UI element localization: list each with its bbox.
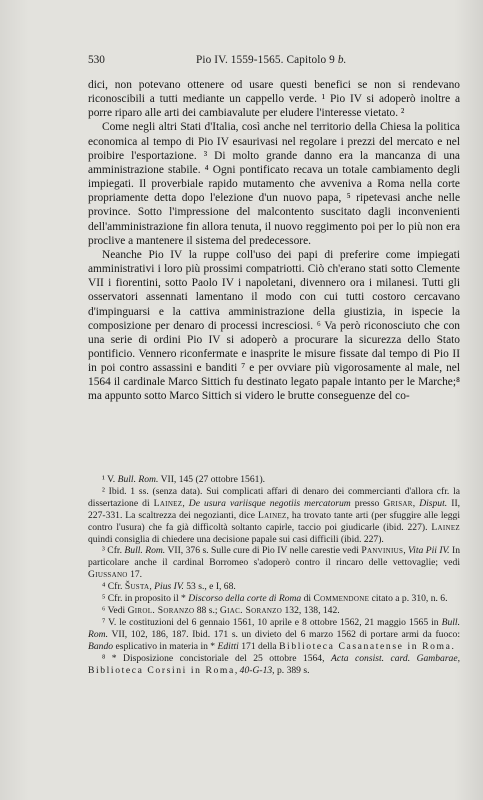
running-title-text: Pio IV. 1559-1565. Capitolo 9 xyxy=(196,54,338,66)
footnote-3: ³ Cfr. Bull. Rom. VII, 376 s. Sulle cure di Pio IV nelle carestie vedi Panvinius, Vita Pii IV. In particolare anche il cardinal Borromeo s'adoperò contro il rincaro delle vettovaglie; vedi Giussano 17. xyxy=(88,545,460,581)
paragraph-1: dici, non potevano ottenere od usare questi benefici se non si rendevano riconoscibili a tutti mediante un cappello verde. ¹ Pio IV si adoperò inoltre a porre riparo alle arti dei cambiavalute per eludere l'interesse vietato. ² xyxy=(88,79,460,120)
footnote-5: ⁵ Cfr. in proposito il * Discorso della corte di Roma di Commendone citato a p. 310, n. 6. xyxy=(102,593,448,605)
footnote-4: ⁴ Cfr. Šusta, Pius IV. 53 s., e I, 68. xyxy=(102,581,236,593)
footnote-1: ¹ V. Bull. Rom. VII, 145 (27 ottobre 1561). xyxy=(102,474,266,485)
running-title-italic: b. xyxy=(337,54,347,66)
paragraph-2: Come negli altri Stati d'Italia, così anche nel territorio della Chiesa la politica economica al tempo di Pio IV esaurivasi nel regolare i prezzi del mercato e nel proibire l'esportazione. ³ Di molto grande danno era la mancanza di una amministrazione stabile. ⁴ Ogni pontificato recava un totale cambiamento degli impiegati. Il proverbiale rapido mutamento che avveniva a Roma nella corte propriamente detta dopo l'elezione d'un nuovo papa, ⁵ ripetevasi anche nelle province. Sotto l'impressione del malcontento suscitato dagli inconvenienti dell'amministrazione fin allora tenuta, il nuovo reggimento poi per lo più non era proclive a mantenere il sistema del predecessore. xyxy=(88,121,460,247)
footnote-6: ⁶ Vedi Girol. Soranzo 88 s.; Giac. Soranzo 132, 138, 142. xyxy=(102,604,340,616)
footnote-2: ² Ibid. 1 ss. (senza data). Sui complicati affari di denaro dei commercianti d'allora cfr. la dissertazione di Lainez, De usura variisque negotiis mercatorum presso Grisar, Disput. II, 227-331. La scaltrezza dei negozianti, dice Lainez, ha trovato tante arti (per sfuggire alle leggi contro l'usura) che fa già difficoltà soltanto capirle, taccio poi giudicarle (ibid. 227). Lainez quindi consiglia di chiedere una decisione papale sui casi difficili (ibid. 227). xyxy=(88,485,461,545)
footnote-8: ⁸ * Disposizione concistoriale del 25 ottobre 1564, Acta consist. card. Gambarae, Biblioteca Corsini in Roma, 40-G-13, p. 389 s. xyxy=(88,652,461,676)
running-header xyxy=(88,54,456,70)
running-title xyxy=(196,54,347,66)
paragraph-3: Neanche Pio IV la ruppe coll'uso dei papi di preferire come impiegati amministrativi i loro più prossimi compatriotti. Ciò ch'erano stati sotto Clemente VII i fiorentini, sotto Paolo IV i napoletani, divennero ora i milanesi. Tutti gli osservatori assennati lamentano il modo con cui tutti costoro cercavano d'impinguarsi e la cattiva amministrazione della giustizia, in ispecie la composizione per denaro di processi incresciosi. ⁶ Va però riconosciuto che con una serie di ordini Pio IV si adoperò a procurare la sicurezza dello Stato pontificio. Vennero riconfermate e inasprite le misure fissate dal tempo di Pio II in poi contro assassini e banditi ⁷ e per ovviare più vigorosamente al male, nel 1564 il cardinale Marco Sittich fu destinato legato papale intanto per le Marche;⁸ ma appunto sotto Marco Sittich si videro le brutte conseguenze del co- xyxy=(88,248,460,403)
footnotes xyxy=(88,474,460,676)
main-text xyxy=(88,78,460,404)
page-number: 530 xyxy=(88,54,105,66)
footnote-7: ⁷ V. le costituzioni del 6 gennaio 1561, 10 aprile e 8 ottobre 1562, 21 maggio 1565 in Bull. Rom. VII, 102, 186, 187. Ibid. 171 s. un divieto del 6 marzo 1562 di portare armi da fuoco: Bando esplicativo in materia in * Editti 171 della Biblioteca Casanatense in Roma. xyxy=(88,616,460,652)
